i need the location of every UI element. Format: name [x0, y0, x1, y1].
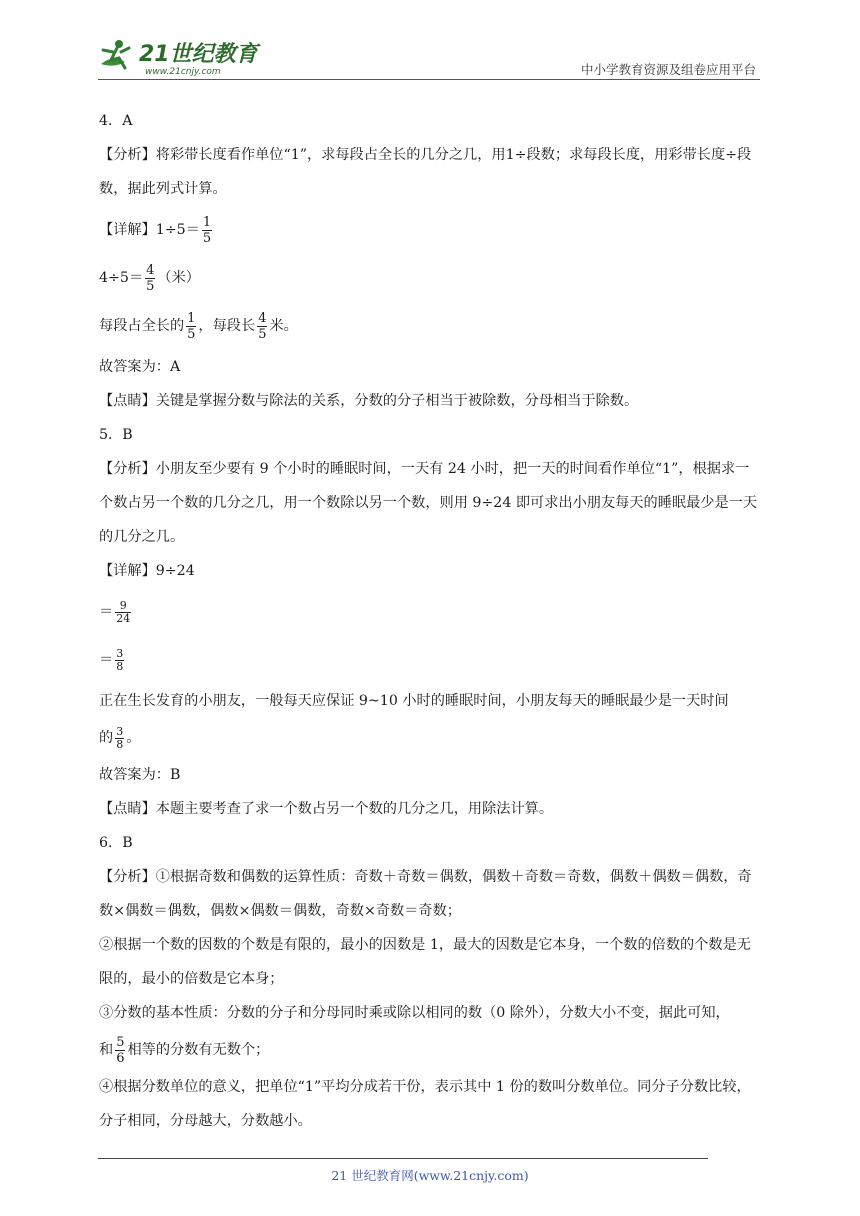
fraction: $\frac{3}{8}$ — [116, 724, 124, 751]
q6-title: 6．B — [99, 835, 133, 851]
fraction: $\frac{1}{5}$ — [187, 310, 196, 342]
q5-title: 5．B — [99, 427, 133, 443]
fraction: $\frac{4}{5}$ — [146, 262, 155, 294]
q6-analysis-4: ④根据分数单位的意义，把单位“1”平均分成若干份，表示其中 1 份的数叫分数单位。同分子分数比较，分子相同，分母越大，分数越小。 — [99, 1079, 751, 1129]
q4-analysis: 【分析】将彩带长度看作单位“1”，求每段占全长的几分之几，用1÷段数；求每段长度，用彩带长度÷段数，据此列式计算。 — [99, 147, 752, 197]
q5-answer: 故答案为：B — [99, 767, 181, 783]
footer-divider — [98, 1158, 708, 1159]
q5-detail: 【详解】9÷24 — [99, 563, 195, 579]
fraction: $\frac{3}{8}$ — [116, 646, 124, 673]
q4-conclusion: 每段占全长的 $\frac{1}{5}$ ，每段长 $\frac{4}{5}$ 米。 — [99, 310, 298, 342]
footer-link[interactable]: 21 世纪教育网(www.21cnjy.com) — [331, 1168, 529, 1183]
q5-conclusion-a: 正在生长发育的小朋友，一般每天应保证 9~10 小时的睡眠时间，小朋友每天的睡眠最少是一天时间 — [99, 693, 729, 709]
q5-step2: ＝ $\frac{3}{8}$ — [99, 646, 124, 673]
q6-analysis-3b: 和 $\frac{5}{6}$ 相等的分数有无数个； — [99, 1034, 270, 1066]
q4-answer: 故答案为：A — [99, 359, 181, 375]
fraction: $\frac{5}{6}$ — [116, 1034, 125, 1066]
site-logo — [95, 34, 265, 80]
q4-detail-line2: 4÷5＝ $\frac{4}{5}$ （米） — [99, 262, 200, 294]
q5-analysis: 【分析】小朋友至少要有 9 个小时的睡眠时间，一天有 24 小时，把一天的时间看作单位“1”，根据求一个数占另一个数的几分之几，用一个数除以另一个数，则用 9÷24 即可求出小朋友每天的睡眠最少是一天的几分之几。 — [99, 461, 758, 545]
q6-analysis-2: ②根据一个数的因数的个数是有限的，最小的因数是 1，最大的因数是它本身，一个数的倍数的个数是无限的，最小的倍数是它本身； — [99, 937, 751, 987]
fraction: $\frac{4}{5}$ — [258, 310, 267, 342]
header-divider — [98, 79, 760, 80]
fraction: $\frac{9}{24}$ — [116, 598, 131, 625]
q6-analysis-1: 【分析】①根据奇数和偶数的运算性质：奇数＋奇数＝偶数，偶数＋奇数＝奇数，偶数＋偶数＝偶数，奇数×偶数＝偶数，偶数×偶数＝偶数，奇数×奇数＝奇数； — [99, 869, 752, 919]
svg-text:21世纪教育: 21世纪教育 — [139, 42, 258, 67]
q5-tip: 【点睛】本题主要考查了求一个数占另一个数的几分之几，用除法计算。 — [99, 801, 554, 817]
q5-conclusion-b: 的 $\frac{3}{8}$ 。 — [99, 724, 141, 751]
q4-tip: 【点睛】关键是掌握分数与除法的关系，分数的分子相当于被除数，分母相当于除数。 — [99, 393, 639, 409]
q5-step1: ＝ $\frac{9}{24}$ — [99, 598, 131, 625]
document-body — [99, 104, 763, 1138]
fraction: $\frac{1}{5}$ — [202, 214, 212, 246]
platform-name: 中小学教育资源及组卷应用平台 — [580, 62, 756, 77]
q4-detail: 【详解】1÷5＝ $\frac{1}{5}$ — [99, 214, 212, 246]
q4-title: 4．A — [99, 113, 133, 129]
svg-text:www.21cnjy.com: www.21cnjy.com — [145, 67, 221, 77]
q6-analysis-3: ③分数的基本性质：分数的分子和分母同时乘或除以相同的数（0 除外），分数大小不变，据此可知， — [99, 1005, 730, 1021]
